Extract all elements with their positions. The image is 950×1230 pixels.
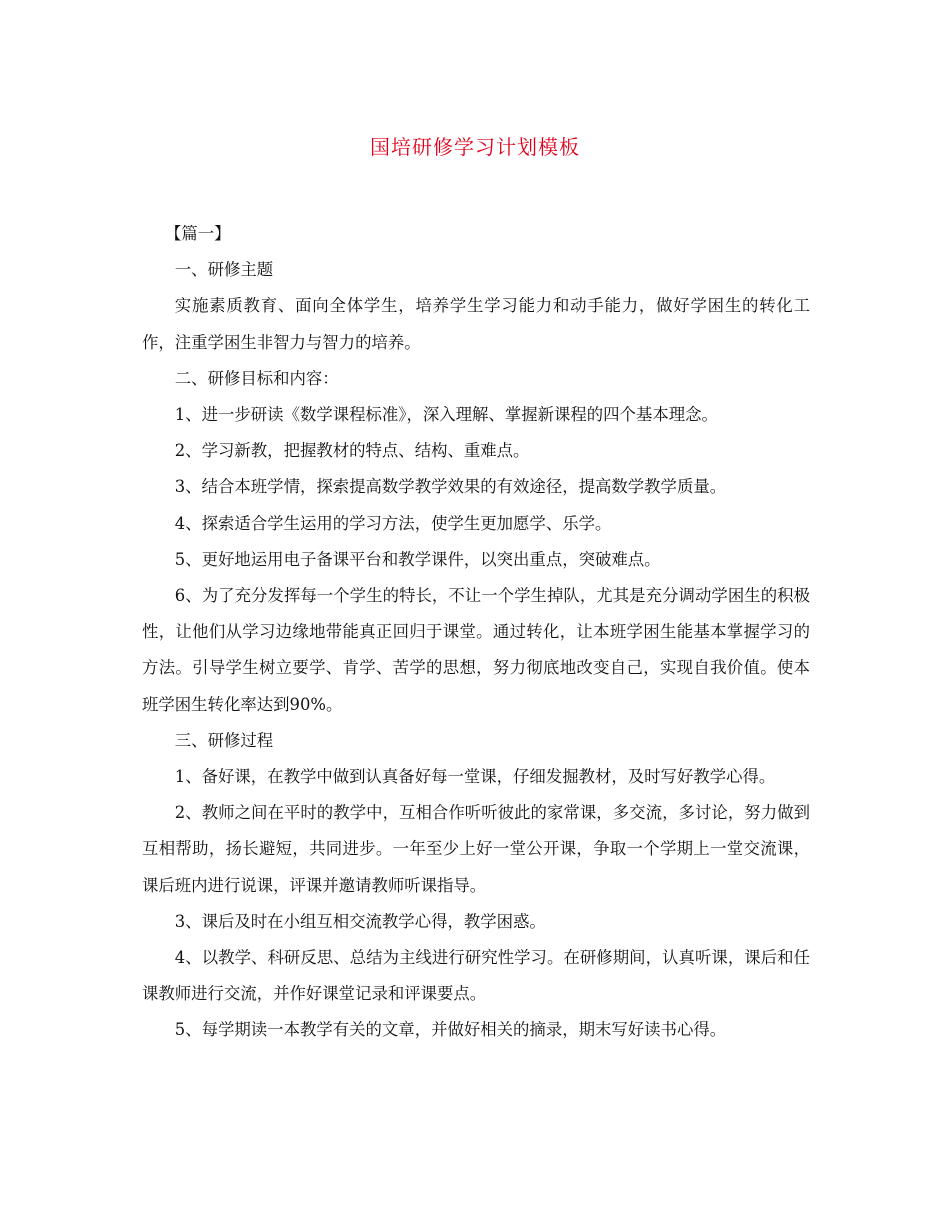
heading-research-process: 三、研修过程 (174, 730, 274, 750)
list-item: 1、进一步研读《数学课程标准》，深入理解、掌握新课程的四个基本理念。 (174, 405, 718, 425)
document-body (142, 216, 810, 1049)
heading-research-theme: 一、研修主题 (174, 260, 274, 280)
section-mark: 【篇一】 (164, 224, 231, 243)
list-item: 5、每学期读一本教学有关的文章，并做好相关的摘录，期末写好读书心得。 (174, 1020, 727, 1040)
list-item: 2、学习新教，把握教材的特点、结构、重难点。 (174, 441, 530, 461)
heading-goals-content: 二、研修目标和内容： (174, 368, 339, 388)
list-item: 3、结合本班学情，探索提高数学教学效果的有效途径，提高数学教学质量。 (174, 477, 727, 497)
list-item: 5、更好地运用电子备课平台和教学课件，以突出重点，突破难点。 (174, 549, 661, 569)
list-item: 6、为了充分发挥每一个学生的特长，不让一个学生掉队，尤其是充分调动学困生的积极性，让他们从学习边缘地带能真正回归于课堂。通过转化，让本班学困生能基本掌握学习的方法。引导学生树立要学、肯学、苦学的思想，努力彻底地改变自己，实现自我价值。使本班学困生转化率达到90%。 (142, 586, 810, 714)
list-item: 2、教师之间在平时的教学中，互相合作听听彼此的家常课，多交流，多讨论，努力做到互相帮助，扬长避短，共同进步。一年至少上好一堂公开课，争取一个学期上一堂交流课，课后班内进行说课，评课并邀请教师听课指导。 (142, 803, 810, 895)
paragraph: 实施素质教育、面向全体学生，培养学生学习能力和动手能力，做好学困生的转化工作，注重学困生非智力与智力的培养。 (142, 296, 810, 352)
document-title: 国培研修学习计划模板 (370, 135, 580, 159)
list-item: 1、备好课，在教学中做到认真备好每一堂课，仔细发掘教材，及时写好教学心得。 (174, 767, 776, 787)
list-item: 4、探索适合学生运用的学习方法，使学生更加愿学、乐学。 (174, 513, 612, 533)
list-item: 4、以教学、科研反思、总结为主线进行研究性学习。在研修期间，认真听课，课后和任课教师进行交流，并作好课堂记录和评课要点。 (142, 948, 810, 1004)
list-item: 3、课后及时在小组互相交流教学心得，教学困惑。 (174, 911, 546, 931)
